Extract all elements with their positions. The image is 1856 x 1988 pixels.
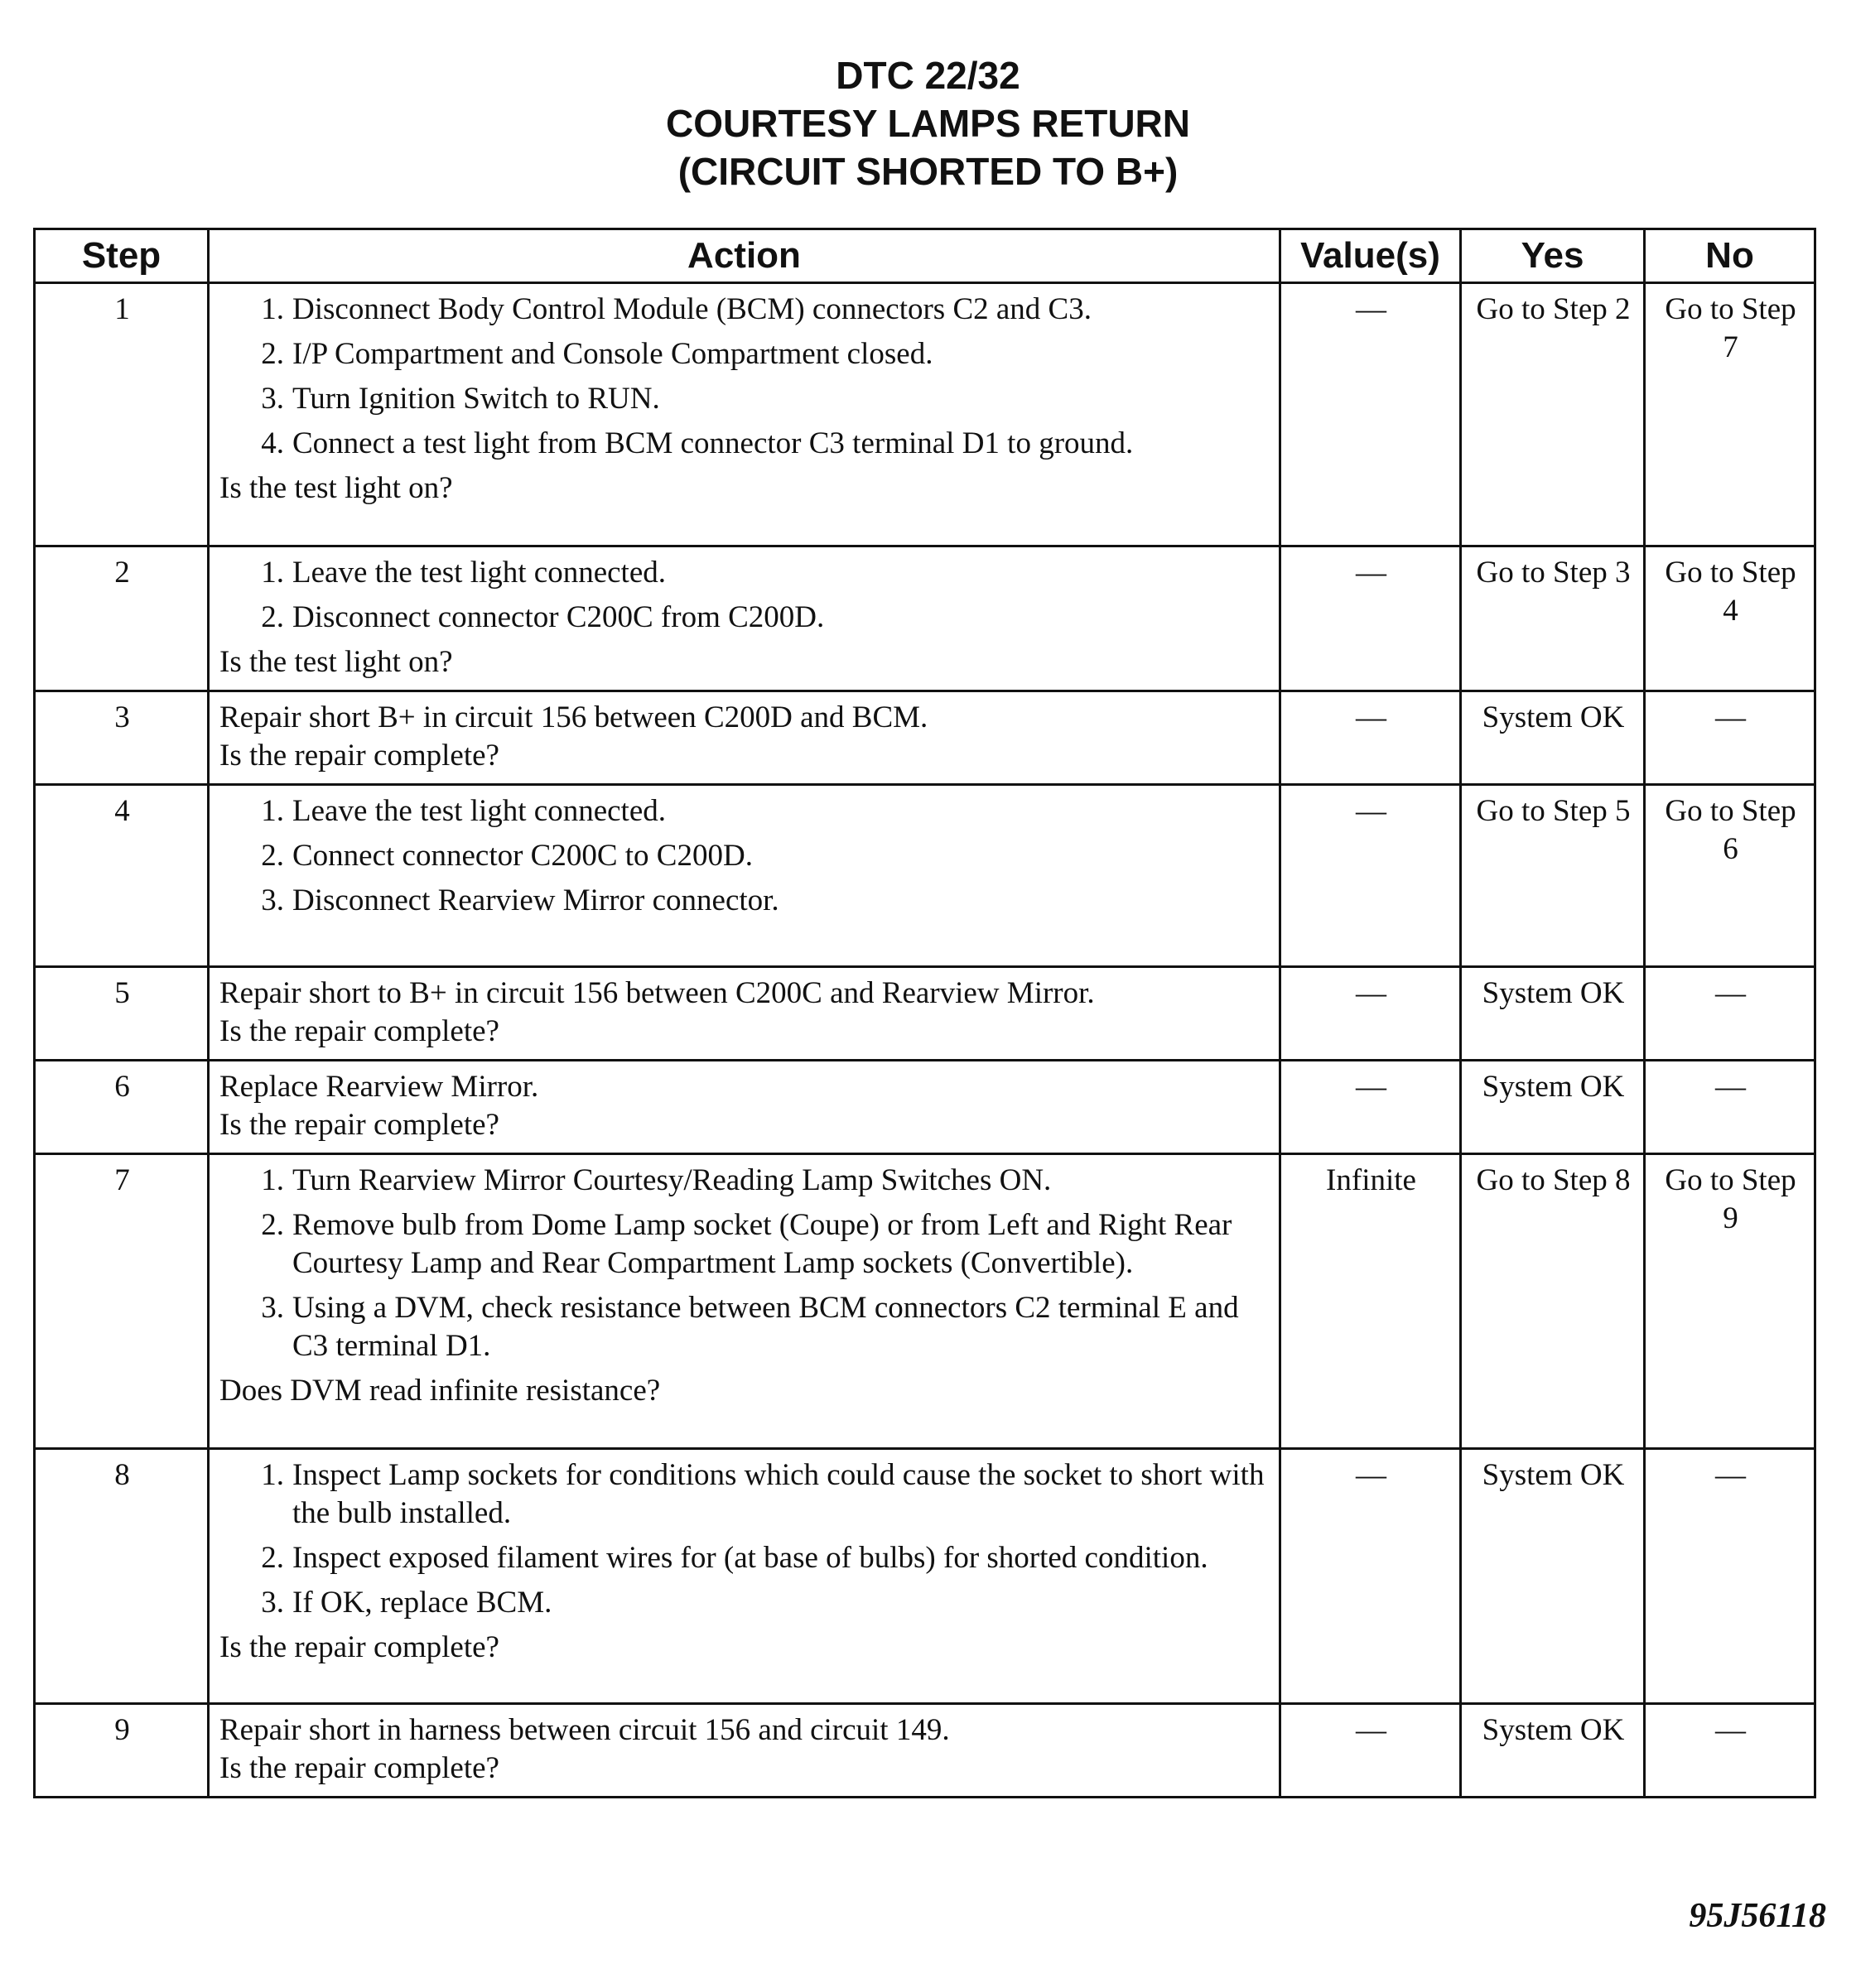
substep-number: 1. bbox=[261, 1163, 284, 1197]
action-question: Is the repair complete? bbox=[219, 1014, 499, 1048]
substep-text: Turn Ignition Switch to RUN. bbox=[292, 382, 660, 416]
value-cell: — bbox=[1280, 967, 1461, 1061]
table-row bbox=[35, 1061, 1815, 1154]
no-cell: Go to Step 6 bbox=[1645, 785, 1815, 967]
substep-number: 3. bbox=[261, 382, 284, 416]
table-body bbox=[35, 283, 1815, 1798]
action-cell bbox=[209, 1061, 1280, 1154]
substep-text: I/P Compartment and Console Compartment closed. bbox=[292, 337, 933, 371]
no-cell: — bbox=[1645, 1704, 1815, 1798]
step-number: 5 bbox=[35, 967, 209, 1061]
step-number: 3 bbox=[35, 691, 209, 785]
substep bbox=[219, 554, 1270, 592]
table-row bbox=[35, 1704, 1815, 1798]
substep-number: 1. bbox=[261, 1458, 284, 1492]
no-cell: Go to Step 7 bbox=[1645, 283, 1815, 546]
action-question: Is the test light on? bbox=[219, 645, 453, 679]
value-cell: — bbox=[1280, 1449, 1461, 1704]
action-question: Is the repair complete? bbox=[219, 1630, 499, 1664]
yes-cell: System OK bbox=[1461, 967, 1645, 1061]
substep-list bbox=[219, 792, 1270, 920]
step-number: 6 bbox=[35, 1061, 209, 1154]
substep-list bbox=[219, 291, 1270, 463]
value-cell: — bbox=[1280, 785, 1461, 967]
substep-text: Using a DVM, check resistance between BCM connectors C2 terminal E and C3 terminal D1. bbox=[292, 1291, 1239, 1363]
substep-number: 2. bbox=[261, 839, 284, 873]
action-cell bbox=[209, 967, 1280, 1061]
yes-cell: Go to Step 2 bbox=[1461, 283, 1645, 546]
diagnostic-table bbox=[33, 228, 1816, 1798]
substep-text: Leave the test light connected. bbox=[292, 794, 667, 828]
substep-text: Leave the test light connected. bbox=[292, 556, 667, 590]
action-text: Repair short B+ in circuit 156 between C200D and BCM. bbox=[219, 700, 928, 734]
step-number: 1 bbox=[35, 283, 209, 546]
no-cell: — bbox=[1645, 967, 1815, 1061]
action-question: Does DVM read infinite resistance? bbox=[219, 1374, 661, 1408]
action-cell bbox=[209, 1154, 1280, 1449]
yes-cell: System OK bbox=[1461, 691, 1645, 785]
action-question: Is the repair complete? bbox=[219, 1108, 499, 1142]
substep-number: 2. bbox=[261, 600, 284, 634]
substep bbox=[219, 792, 1270, 830]
substep-number: 1. bbox=[261, 292, 284, 326]
substep-text: Inspect Lamp sockets for conditions which could cause the socket to short with the bulb installed. bbox=[292, 1458, 1265, 1530]
action-text: Replace Rearview Mirror. bbox=[219, 1070, 539, 1104]
no-cell: — bbox=[1645, 691, 1815, 785]
step-number: 4 bbox=[35, 785, 209, 967]
substep-number: 3. bbox=[261, 1586, 284, 1620]
substep bbox=[219, 335, 1270, 373]
yes-cell: Go to Step 8 bbox=[1461, 1154, 1645, 1449]
substep bbox=[219, 1206, 1270, 1283]
table-row bbox=[35, 1154, 1815, 1449]
substep-text: Disconnect Rearview Mirror connector. bbox=[292, 883, 779, 917]
substep bbox=[219, 380, 1270, 418]
title-line-1: DTC 22/32 bbox=[836, 54, 1020, 97]
step-number: 7 bbox=[35, 1154, 209, 1449]
substep-text: Remove bulb from Dome Lamp socket (Coupe) or from Left and Right Rear Courtesy Lamp and Rear Compartment Lamp sockets (Convertible). bbox=[292, 1208, 1232, 1280]
substep bbox=[219, 1162, 1270, 1200]
action-text: Repair short to B+ in circuit 156 between C200C and Rearview Mirror. bbox=[219, 976, 1095, 1010]
header-step: Step bbox=[35, 229, 209, 283]
action-cell bbox=[209, 1449, 1280, 1704]
table-row bbox=[35, 546, 1815, 691]
yes-cell: Go to Step 5 bbox=[1461, 785, 1645, 967]
substep-number: 1. bbox=[261, 556, 284, 590]
substep bbox=[219, 291, 1270, 329]
header-action: Action bbox=[209, 229, 1280, 283]
table-header-row bbox=[35, 229, 1815, 283]
substep bbox=[219, 882, 1270, 920]
substep-number: 2. bbox=[261, 337, 284, 371]
title-line-2: COURTESY LAMPS RETURN bbox=[666, 102, 1190, 145]
action-question: Is the test light on? bbox=[219, 471, 453, 505]
substep-list bbox=[219, 554, 1270, 637]
yes-cell: System OK bbox=[1461, 1061, 1645, 1154]
substep-number: 2. bbox=[261, 1208, 284, 1242]
yes-cell: Go to Step 3 bbox=[1461, 546, 1645, 691]
header-values: Value(s) bbox=[1280, 229, 1461, 283]
action-text: Repair short in harness between circuit 156 and circuit 149. bbox=[219, 1713, 950, 1747]
substep bbox=[219, 1456, 1270, 1533]
no-cell: — bbox=[1645, 1061, 1815, 1154]
substep-text: Disconnect Body Control Module (BCM) connectors C2 and C3. bbox=[292, 292, 1092, 326]
no-cell: Go to Step 4 bbox=[1645, 546, 1815, 691]
action-cell bbox=[209, 691, 1280, 785]
substep-text: If OK, replace BCM. bbox=[292, 1586, 552, 1620]
value-cell: — bbox=[1280, 1704, 1461, 1798]
substep-text: Connect connector C200C to C200D. bbox=[292, 839, 753, 873]
table-row bbox=[35, 785, 1815, 967]
title-line-3: (CIRCUIT SHORTED TO B+) bbox=[677, 150, 1179, 193]
substep-text: Turn Rearview Mirror Courtesy/Reading Lamp Switches ON. bbox=[292, 1163, 1052, 1197]
table-row bbox=[35, 283, 1815, 546]
step-number: 8 bbox=[35, 1449, 209, 1704]
figure-id: 95J56118 bbox=[1689, 1897, 1826, 1935]
substep-number: 3. bbox=[261, 1291, 284, 1325]
table-row bbox=[35, 691, 1815, 785]
header-yes: Yes bbox=[1461, 229, 1645, 283]
value-cell: — bbox=[1280, 691, 1461, 785]
action-cell bbox=[209, 1704, 1280, 1798]
header-no: No bbox=[1645, 229, 1815, 283]
substep bbox=[219, 1289, 1270, 1365]
action-question: Is the repair complete? bbox=[219, 1751, 499, 1785]
substep bbox=[219, 1539, 1270, 1577]
table-row bbox=[35, 1449, 1815, 1704]
value-cell: — bbox=[1280, 1061, 1461, 1154]
substep-number: 4. bbox=[261, 426, 284, 460]
yes-cell: System OK bbox=[1461, 1704, 1645, 1798]
substep-text: Inspect exposed filament wires for (at base of bulbs) for shorted condition. bbox=[292, 1541, 1208, 1575]
step-number: 9 bbox=[35, 1704, 209, 1798]
value-cell: — bbox=[1280, 546, 1461, 691]
yes-cell: System OK bbox=[1461, 1449, 1645, 1704]
substep-text: Disconnect connector C200C from C200D. bbox=[292, 600, 825, 634]
substep bbox=[219, 837, 1270, 875]
substep-number: 1. bbox=[261, 794, 284, 828]
action-cell bbox=[209, 546, 1280, 691]
table-row bbox=[35, 967, 1815, 1061]
action-question: Is the repair complete? bbox=[219, 739, 499, 773]
substep bbox=[219, 599, 1270, 637]
substep-number: 2. bbox=[261, 1541, 284, 1575]
page-title bbox=[0, 51, 1856, 195]
substep-list bbox=[219, 1162, 1270, 1365]
no-cell: — bbox=[1645, 1449, 1815, 1704]
no-cell: Go to Step 9 bbox=[1645, 1154, 1815, 1449]
substep bbox=[219, 1584, 1270, 1622]
substep-list bbox=[219, 1456, 1270, 1622]
step-number: 2 bbox=[35, 546, 209, 691]
substep-number: 3. bbox=[261, 883, 284, 917]
substep bbox=[219, 425, 1270, 463]
value-cell: — bbox=[1280, 283, 1461, 546]
value-cell: Infinite bbox=[1280, 1154, 1461, 1449]
action-cell bbox=[209, 785, 1280, 967]
action-cell bbox=[209, 283, 1280, 546]
substep-text: Connect a test light from BCM connector C3 terminal D1 to ground. bbox=[292, 426, 1134, 460]
